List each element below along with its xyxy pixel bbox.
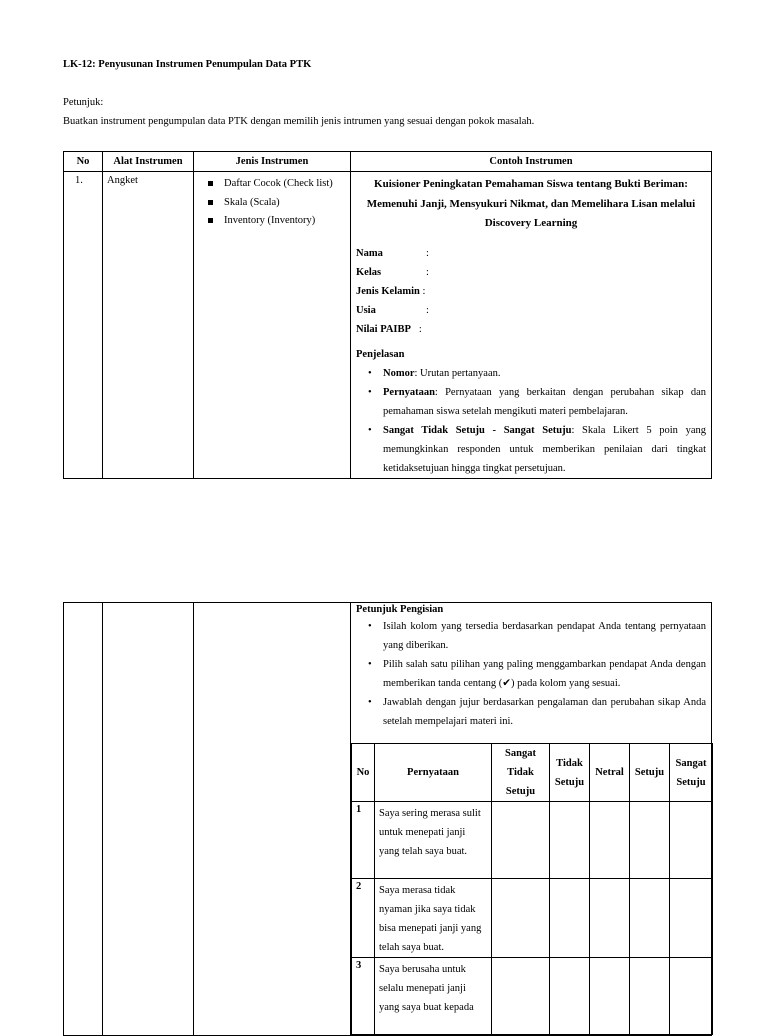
instrument-table-continued xyxy=(63,602,712,1036)
instruction-label: Petunjuk: xyxy=(63,97,104,108)
row-no: 1. xyxy=(64,172,103,479)
likert-header-netral: Netral xyxy=(590,744,630,802)
response-cell[interactable] xyxy=(670,958,713,1035)
questionnaire-title: Kuisioner Peningkatan Pemahaman Siswa tentang Bukti Beriman: Memenuhi Janji, Mensyukuri Nikmat, dan Memelihara Lisan melalui Discovery Learning xyxy=(366,178,696,229)
likert-header-sts: Sangat Tidak Setuju xyxy=(492,744,550,802)
table-row xyxy=(352,802,713,879)
response-cell[interactable] xyxy=(492,802,550,879)
header-alat: Alat Instrumen xyxy=(103,152,194,172)
row-jenis xyxy=(194,172,351,479)
response-cell[interactable] xyxy=(630,879,670,958)
list-item: • Isilah kolom yang tersedia berdasarkan pendapat Anda tentang pernyataan yang diberikan. xyxy=(383,617,706,655)
penjelasan-list xyxy=(356,364,706,478)
bullet-icon: • xyxy=(368,697,372,708)
item-number: 2 xyxy=(352,879,375,958)
response-cell[interactable] xyxy=(550,879,590,958)
table-header-row xyxy=(64,152,712,172)
square-bullet-icon xyxy=(208,218,213,223)
list-item: • Nomor: Urutan pertanyaan. xyxy=(383,364,706,383)
identity-fields xyxy=(356,244,706,339)
response-cell[interactable] xyxy=(630,802,670,879)
response-cell[interactable] xyxy=(630,958,670,1035)
likert-header-pernyataan: Pernyataan xyxy=(375,744,492,802)
list-item: Daftar Cocok (Check list) xyxy=(206,175,350,194)
petunjuk-pengisian-title: Petunjuk Pengisian xyxy=(356,604,444,615)
table-row xyxy=(64,172,712,479)
instruction-text: Buatkan instrument pengumpulan data PTK dengan memilih jenis intrumen yang sesuai dengan pokok masalah. xyxy=(63,116,535,127)
row-alat-empty xyxy=(103,603,194,1036)
bullet-icon: • xyxy=(368,621,372,632)
square-bullet-icon xyxy=(208,200,213,205)
list-item: • Jawablah dengan jujur berdasarkan pengalaman dan perubahan sikap Anda setelah mempelajari materi ini. xyxy=(383,693,706,731)
response-cell[interactable] xyxy=(590,879,630,958)
table-row xyxy=(352,958,713,1035)
item-statement: Saya merasa tidak nyaman jika saya tidak bisa menepati janji yang telah saya buat. xyxy=(375,879,492,958)
likert-header-row xyxy=(352,744,713,802)
response-cell[interactable] xyxy=(670,802,713,879)
item-statement: Saya sering merasa sulit untuk menepati janji yang telah saya buat. xyxy=(375,802,492,879)
row-jenis-empty xyxy=(194,603,351,1036)
response-cell[interactable] xyxy=(590,958,630,1035)
likert-header-ss: Sangat Setuju xyxy=(670,744,713,802)
header-no: No xyxy=(64,152,103,172)
bullet-icon: • xyxy=(368,367,372,379)
list-item: Skala (Scala) xyxy=(206,194,350,213)
identity-field-kelas: Kelas : xyxy=(356,266,429,278)
bullet-icon: • xyxy=(368,659,372,670)
list-item: Inventory (Inventory) xyxy=(206,212,350,231)
square-bullet-icon xyxy=(208,181,213,186)
bullet-icon: • xyxy=(368,386,372,398)
likert-scale-table xyxy=(351,743,713,1035)
instrument-table xyxy=(63,151,712,479)
response-cell[interactable] xyxy=(590,802,630,879)
identity-field-jenis-kelamin: Jenis Kelamin : xyxy=(356,285,426,297)
identity-field-nama: Nama : xyxy=(356,247,429,259)
likert-header-setuju: Setuju xyxy=(630,744,670,802)
item-number: 3 xyxy=(352,958,375,1035)
response-cell[interactable] xyxy=(550,802,590,879)
list-item: • Sangat Tidak Setuju - Sangat Setuju: Skala Likert 5 poin yang memungkinkan responden untuk memberikan penilaian dari tingkat ketidaksetujuan hingga tingkat persetujuan. xyxy=(383,421,706,478)
list-item: • Pernyataan: Pernyataan yang berkaitan dengan perubahan sikap dan pemahaman siswa setelah mengikuti materi pembelajaran. xyxy=(383,383,706,421)
row-contoh-continued xyxy=(351,603,712,1036)
petunjuk-pengisian-list xyxy=(356,617,706,731)
response-cell[interactable] xyxy=(550,958,590,1035)
table-row xyxy=(352,879,713,958)
row-contoh xyxy=(351,172,712,479)
item-statement: Saya berusaha untuk selalu menepati janji yang saya buat kepada xyxy=(375,958,492,1035)
table-row xyxy=(64,603,712,1036)
response-cell[interactable] xyxy=(492,879,550,958)
list-item: • Pilih salah satu pilihan yang paling menggambarkan pendapat Anda dengan memberikan tanda centang (✔) pada kolom yang sesuai. xyxy=(383,655,706,693)
item-number: 1 xyxy=(352,802,375,879)
likert-header-ts: Tidak Setuju xyxy=(550,744,590,802)
response-cell[interactable] xyxy=(670,879,713,958)
bullet-icon: • xyxy=(368,424,372,436)
penjelasan-title: Penjelasan xyxy=(356,348,405,360)
identity-field-nilai: Nilai PAIBP : xyxy=(356,323,422,335)
response-cell[interactable] xyxy=(492,958,550,1035)
document-heading: LK-12: Penyusunan Instrumen Penumpulan Data PTK xyxy=(63,59,312,70)
likert-header-no: No xyxy=(352,744,375,802)
row-no-empty xyxy=(64,603,103,1036)
row-alat: Angket xyxy=(103,172,194,479)
header-jenis: Jenis Instrumen xyxy=(194,152,351,172)
identity-field-usia: Usia : xyxy=(356,304,429,316)
header-contoh: Contoh Instrumen xyxy=(351,152,712,172)
